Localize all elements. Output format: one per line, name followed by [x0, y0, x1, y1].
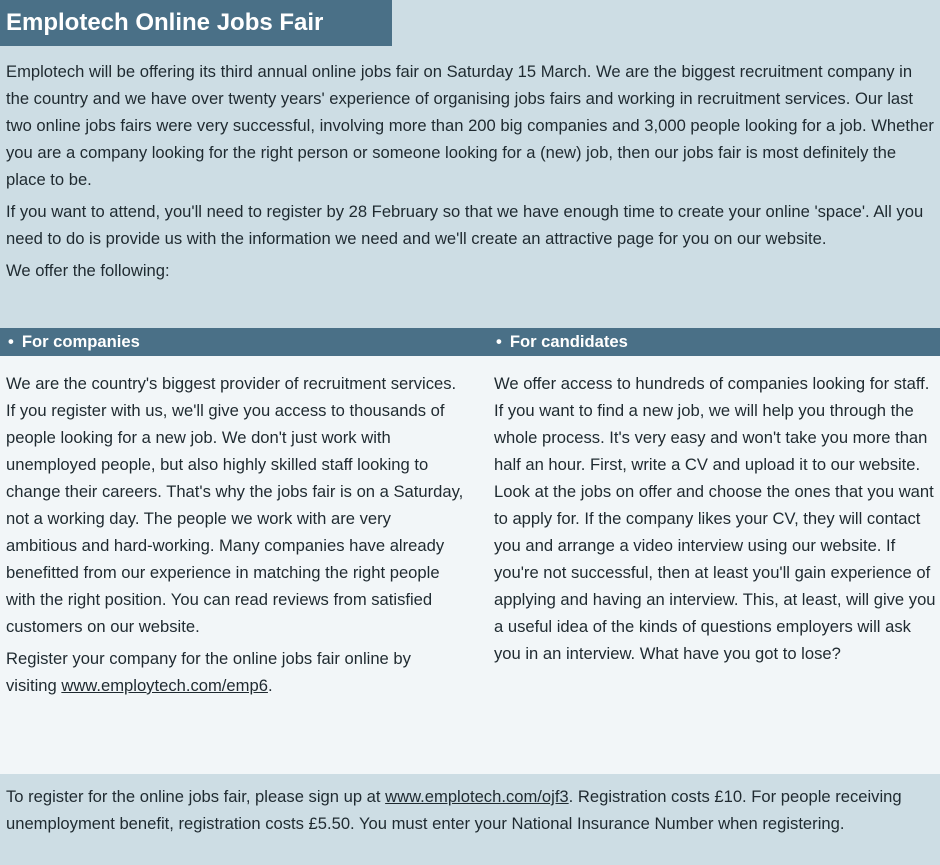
candidates-heading-label: For candidates	[509, 332, 628, 351]
footer-text-2: . Registration costs £10. For people receiving unemployment benefit, registration costs £5.50. You must enter your National Insurance Number when registering.	[6, 787, 902, 833]
candidates-column	[494, 370, 936, 672]
footer-text-1: To register for the online jobs fair, please sign up at	[6, 787, 386, 806]
companies-heading	[8, 328, 140, 356]
footer-register-link[interactable]: www.emplotech.com/ojf3	[385, 787, 569, 806]
intro-paragraph-2: If you want to attend, you'll need to register by 28 February so that we have enough time to create your online 'space'. All you need to do is provide us with the information we need and we'll create an attractive page for you on our website.	[6, 202, 924, 248]
companies-body: We are the country's biggest provider of recruitment services. If you register with us, we'll give you access to thousands of people looking for a new job. We don't just work with unemployed people, but also highly skilled staff looking to change their careers. That's why the jobs fair is on a Saturday, not a working day. The people we work with are very ambitious and hard-working. Many companies have already benefitted from our experience in matching the right people with the right position. You can read reviews from satisfied customers on our website.	[6, 374, 464, 636]
companies-register	[6, 645, 466, 699]
page-title: Emplotech Online Jobs Fair	[0, 0, 392, 46]
candidates-heading	[496, 328, 628, 356]
companies-heading-label: For companies	[21, 332, 140, 351]
footer-paragraph	[6, 783, 936, 837]
companies-register-end: .	[267, 676, 273, 695]
intro-paragraph-1: Emplotech will be offering its third annual online jobs fair on Saturday 15 March. We are the biggest recruitment company in the country and we have over twenty years' experience of organising jobs fairs and working in recruitment services. Our last two online jobs fairs were very successful, involving more than 200 big companies and 3,000 people looking for a job. Whether you are a company looking for the right person or someone looking for a (new) job, then our jobs fair is most definitely the place to be.	[6, 62, 934, 189]
registration-footer	[6, 783, 936, 837]
candidates-body: We offer access to hundreds of companies looking for staff. If you want to find a new job, we will help you through the whole process. It's very easy and won't take you more than half an hour. First, write a CV and upload it to our website. Look at the jobs on offer and choose the ones that you want to apply for. If the company likes your CV, they will contact you and arrange a video interview using our website. If you're not successful, then at least you'll gain experience of applying and having an interview. This, at least, will give you a useful idea of the kinds of questions employers will ask you in an interview. What have you got to lose?	[494, 374, 936, 663]
intro-paragraph-3: We offer the following:	[6, 261, 170, 280]
bullet-icon: •	[8, 332, 14, 351]
companies-register-text: Register your company for the online jobs fair online by visiting	[6, 649, 411, 695]
bullet-icon: •	[496, 332, 502, 351]
section-header-band	[0, 328, 940, 356]
offer-panel	[0, 356, 940, 774]
companies-column	[6, 370, 466, 704]
intro-section	[6, 58, 936, 289]
companies-register-link[interactable]: www.employtech.com/emp6	[61, 676, 268, 695]
